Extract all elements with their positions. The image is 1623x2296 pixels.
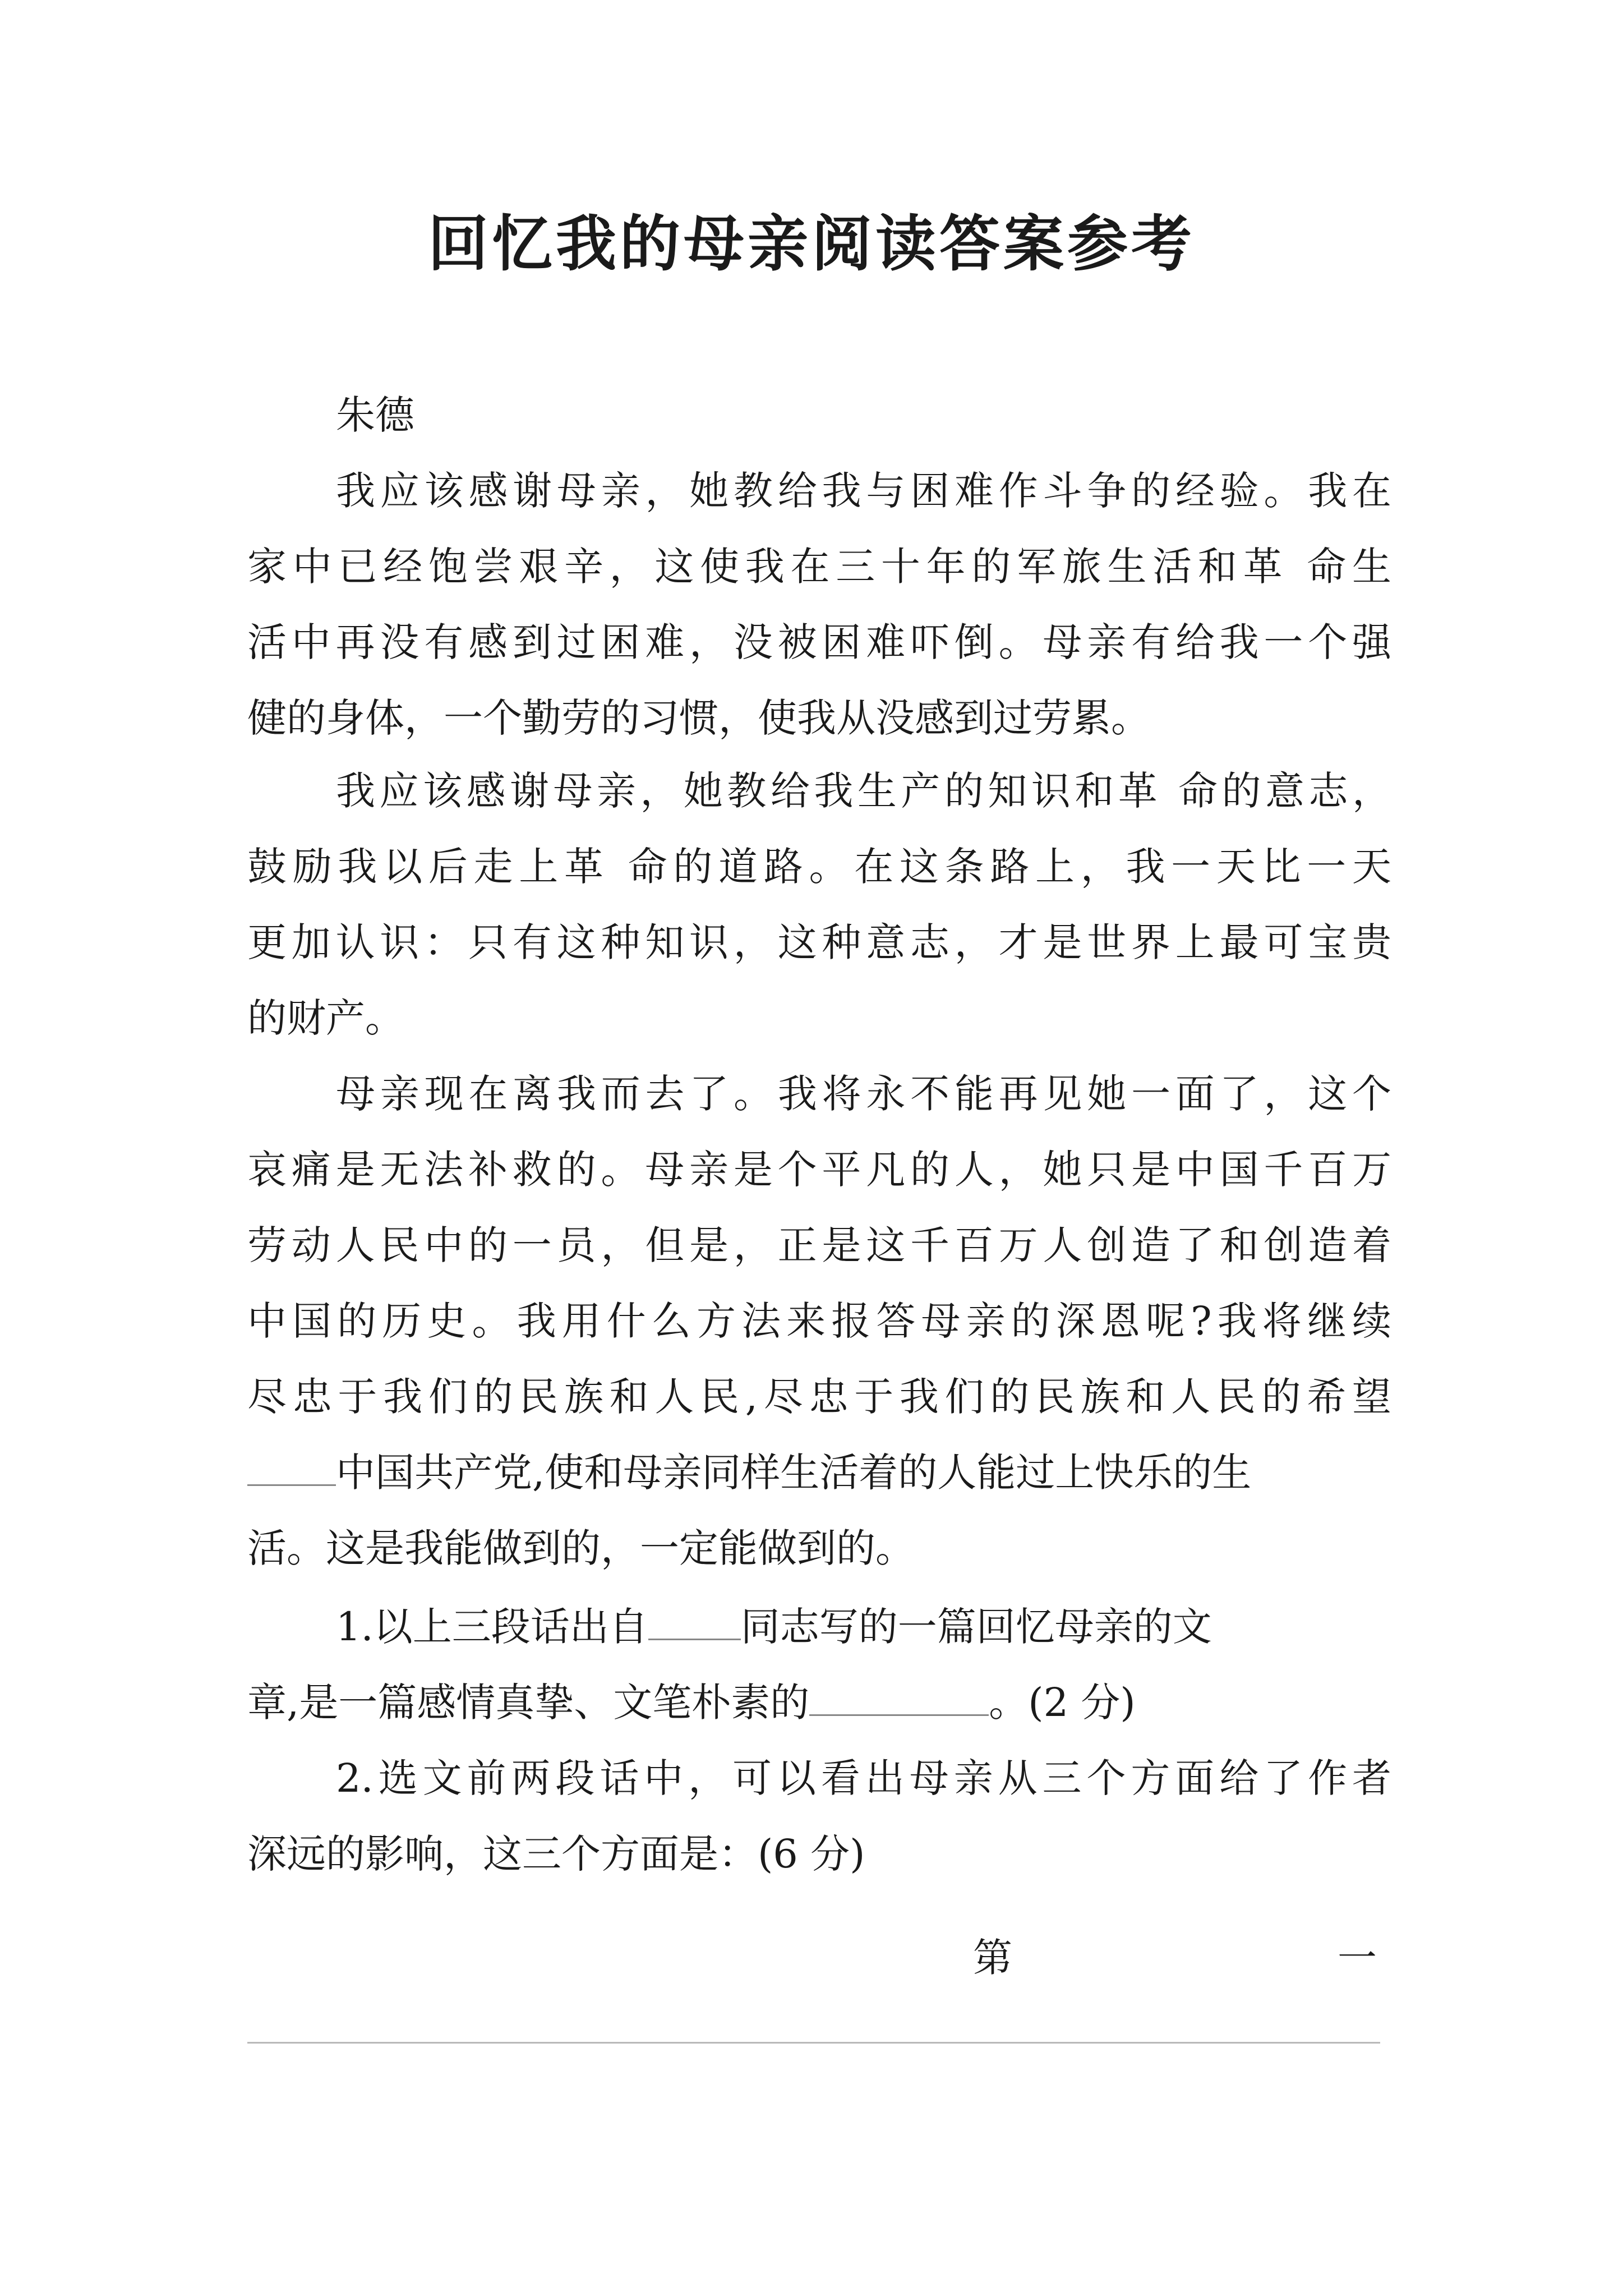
question-1-blank-author[interactable] xyxy=(648,1599,741,1640)
paragraph-3-line-3: 劳动人民中的一员，但是，正是这千百万人创造了和创造着 xyxy=(247,1222,1391,1268)
question-1-text-b: 同志写的一篇回忆母亲的文 xyxy=(740,1604,1212,1650)
question-2-line-1: 2.选文前两段话中，可以看出母亲从三个方面给了作者 xyxy=(336,1755,1391,1801)
paragraph-1-line-2: 家中已经饱尝艰辛，这使我在三十年的军旅生活和革 命生 xyxy=(247,544,1391,590)
document-title: 回忆我的母亲阅读答案参考 xyxy=(427,209,1195,279)
paragraph-1-line-4: 健的身体，一个勤劳的习惯，使我从没感到过劳累。 xyxy=(247,695,1150,741)
question-1-blank-genre[interactable] xyxy=(809,1675,989,1716)
author-name: 朱德 xyxy=(336,392,414,438)
paragraph-3-line-5: 尽忠于我们的民族和人民,尽忠于我们的民族和人民的希望 xyxy=(247,1374,1391,1420)
paragraph-3-line-4: 中国的历史。我用什么方法来报答母亲的深恩呢?我将继续 xyxy=(247,1298,1391,1344)
paragraph-2-line-2: 鼓励我以后走上革 命的道路。在这条路上，我一天比一天 xyxy=(247,844,1391,890)
question-1-line-2 xyxy=(247,1674,1391,1731)
paragraph-3-line-6 xyxy=(247,1444,1391,1501)
footer-divider xyxy=(247,2042,1380,2044)
question-1-text-d: 。(2 分) xyxy=(989,1680,1136,1726)
paragraph-3-line-2: 哀痛是无法补救的。母亲是个平凡的人，她只是中国千百万 xyxy=(247,1147,1391,1193)
question-1-text-c: 章,是一篇感情真挚、文笔朴素的 xyxy=(247,1680,810,1726)
paragraph-1-line-3: 活中再没有感到过困难，没被困难吓倒。母亲有给我一个强 xyxy=(247,619,1391,665)
paragraph-2-line-1: 我应该感谢母亲，她教给我生产的知识和革 命的意志， xyxy=(336,768,1391,814)
paragraph-2-line-4: 的财产。 xyxy=(247,995,404,1041)
question-2-line-2: 深远的影响，这三个方面是：(6 分) xyxy=(247,1831,865,1877)
footer-page-label: 第 xyxy=(973,1935,1012,1981)
paragraph-3-line-6-text: 中国共产党,使和母亲同样生活着的人能过上快乐的生 xyxy=(336,1450,1252,1496)
paragraph-1-line-1: 我应该感谢母亲，她教给我与困难作斗争的经验。我在 xyxy=(336,468,1391,514)
paragraph-2-line-3: 更加认识：只有这种知识，这种意志，才是世界上最可宝贵 xyxy=(247,919,1391,965)
question-1-text-a: 1.以上三段话出自 xyxy=(336,1604,648,1650)
footer-page-number: 一 xyxy=(1338,1935,1377,1981)
fill-in-blank xyxy=(247,1445,336,1486)
paragraph-3-line-7: 活。这是我能做到的，一定能做到的。 xyxy=(247,1525,915,1571)
question-1-line-1 xyxy=(336,1599,1391,1655)
paragraph-3-line-1: 母亲现在离我而去了。我将永不能再见她一面了，这个 xyxy=(336,1071,1391,1117)
